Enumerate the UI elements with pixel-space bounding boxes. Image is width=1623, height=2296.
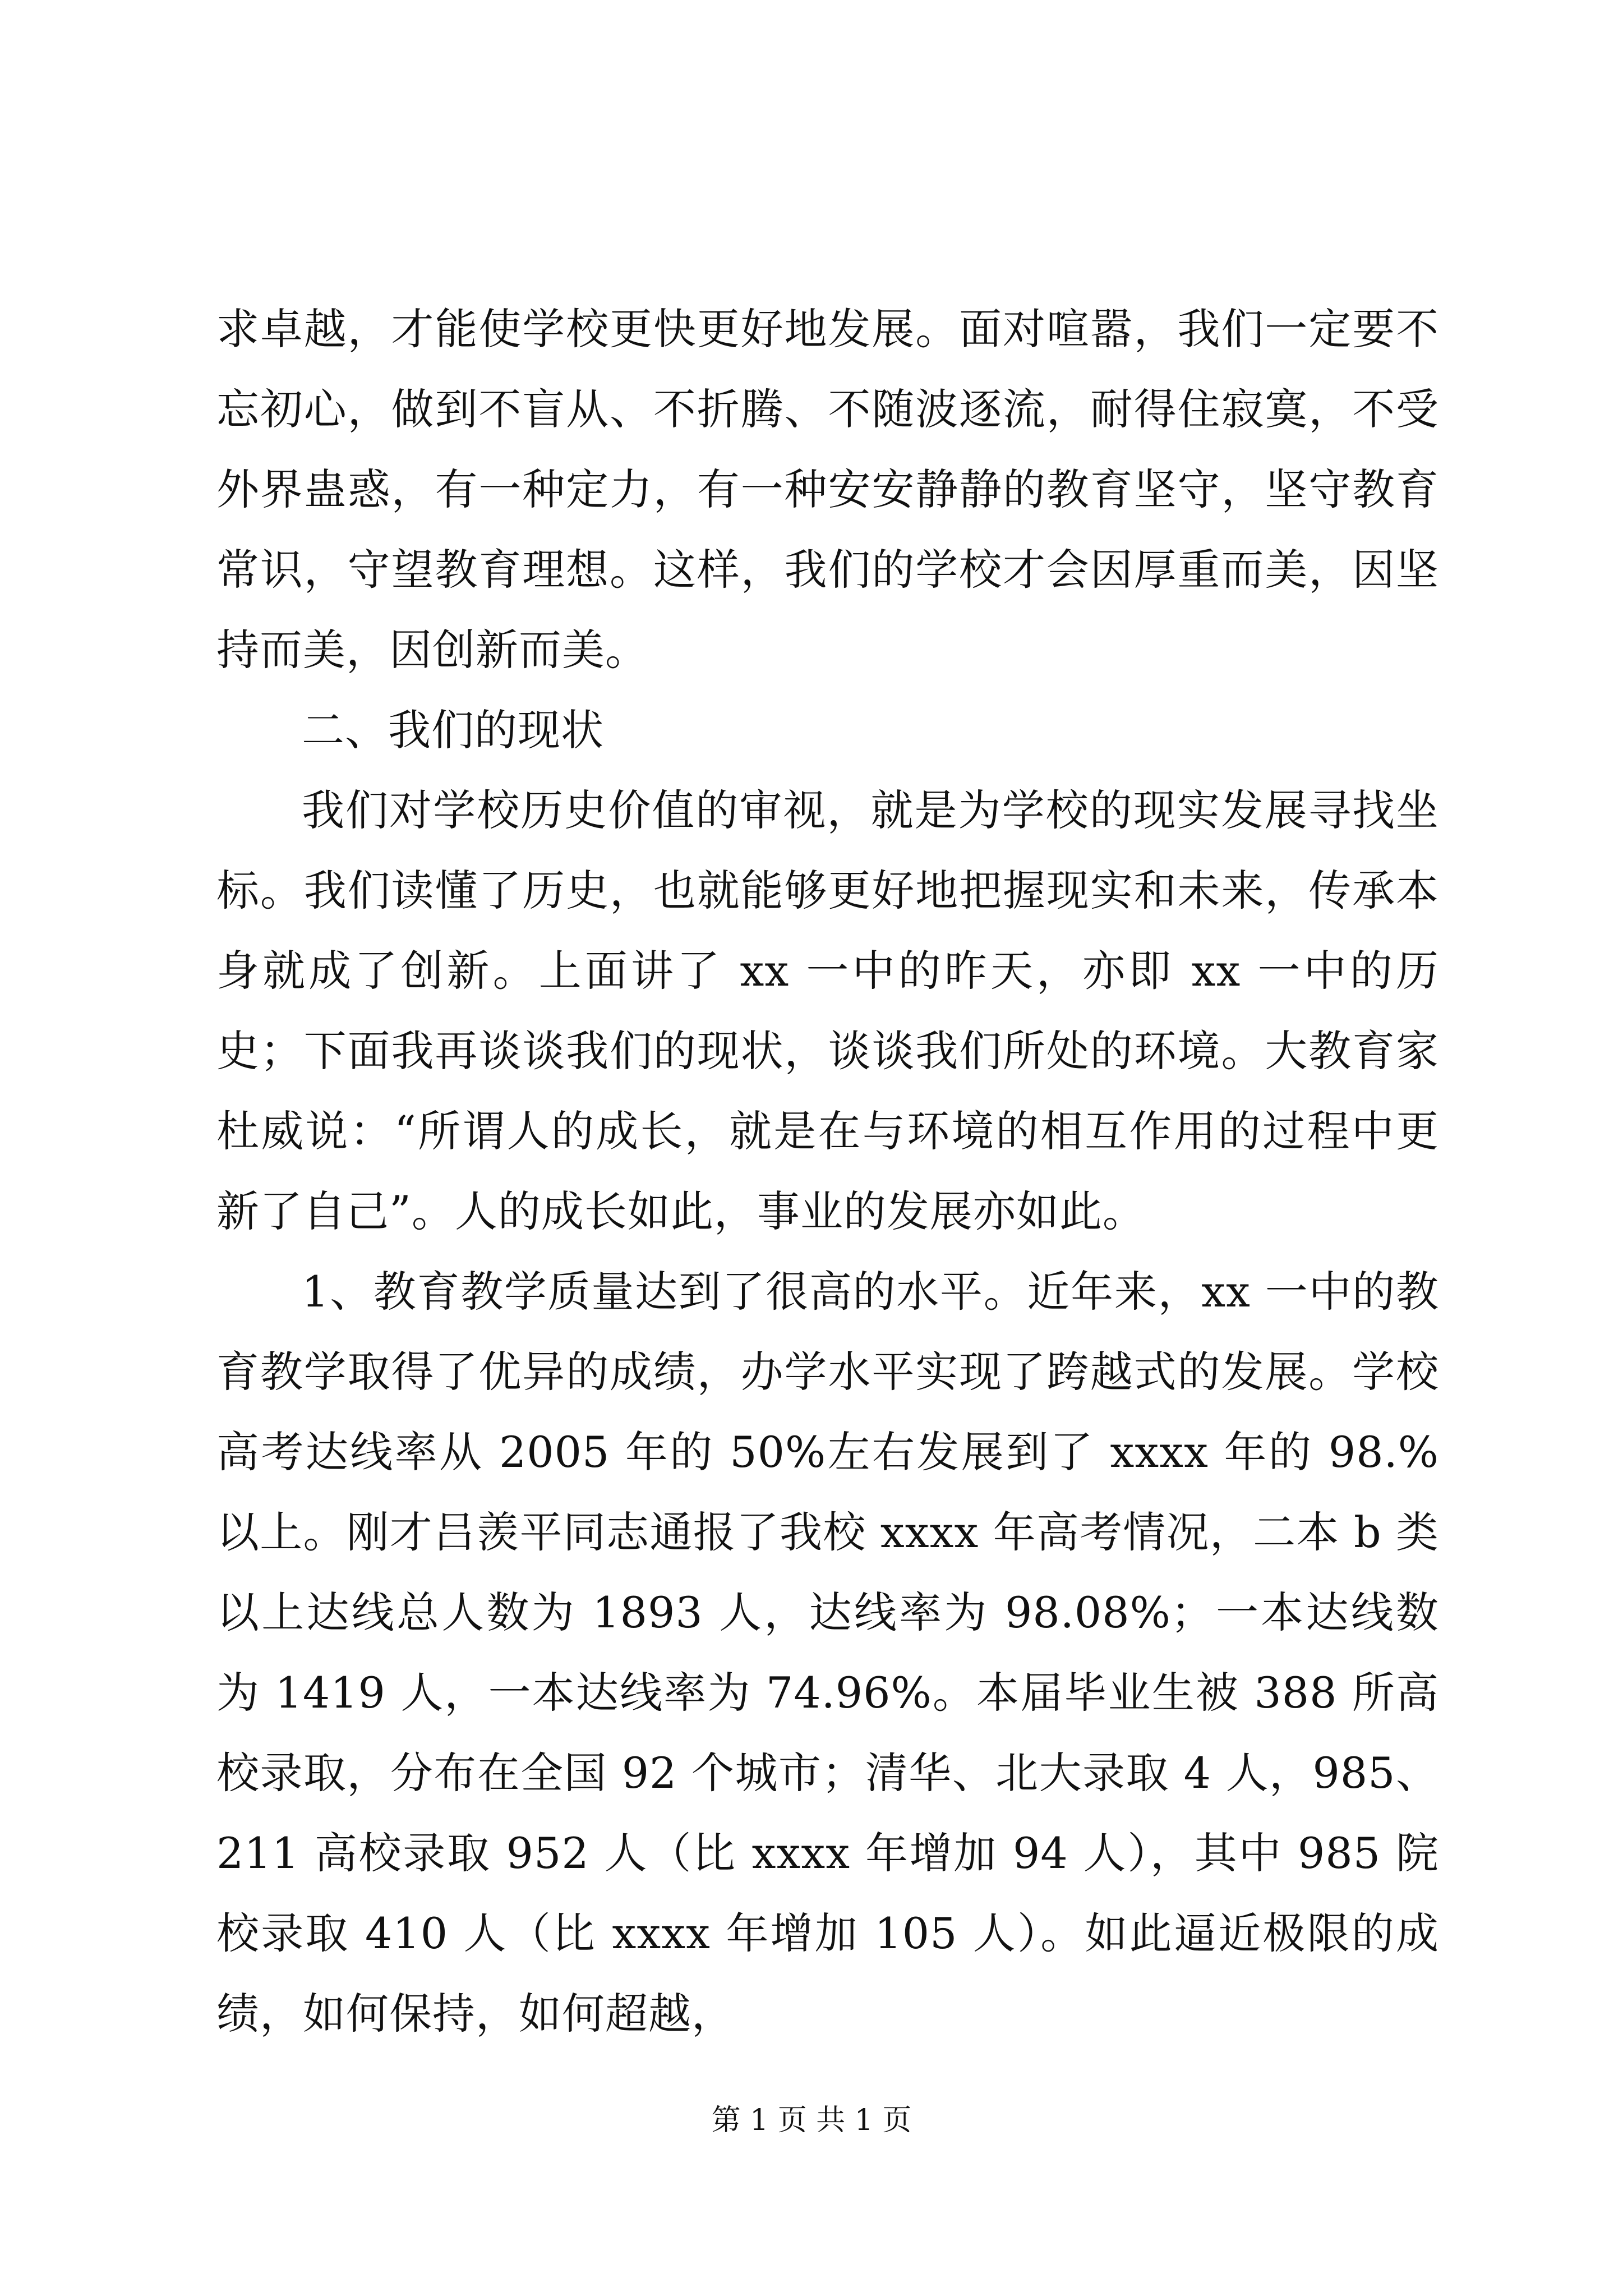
paragraph-continuation: 求卓越，才能使学校更快更好地发展。面对喧嚣，我们一定要不忘初心，做到不盲从、不折腾、不随波逐流，耐得住寂寞，不受外界蛊惑，有一种定力，有一种安安静静的教育坚守，坚守教育常识，守望教育理想。这样，我们的学校才会因厚重而美，因坚持而美，因创新而美。 — [216, 304, 1439, 675]
page-footer: 第 1 页 共 1 页 — [711, 2104, 912, 2137]
paragraph-quality-results: 1、教育教学质量达到了很高的水平。近年来，xx 一中的教育教学取得了优异的成绩，办学水平实现了跨越式的发展。学校高考达线率从 2005 年的 50%左右发展到了 xxxx 年的 98.%以上。刚才吕羡平同志通报了我校 xxxx 年高考情况，二本 b 类以上达线总人数为 1893 人，达线率为 98.08%；一本达线数为 1419 人，一本达线率为 74.96%。本届毕业生被 388 所高校录取，分布在全国 92 个城市；清华、北大录取 4 人，985、211 高校录取 952 人（比 xxxx 年增加 94 人），其中 985 院校录取 410 人（比 xxxx 年增加 105 人）。如此逼近极限的成绩，如何保持，如何超越， — [216, 1267, 1439, 2039]
section-heading: 二、我们的现状 — [302, 705, 604, 755]
paragraph-history-review: 我们对学校历史价值的审视，就是为学校的现实发展寻找坐标。我们读懂了历史，也就能够更好地把握现实和未来，传承本身就成了创新。上面讲了 xx 一中的昨天，亦即 xx 一中的历史；下面我再谈谈我们的现状，谈谈我们所处的环境。大教育家杜威说：“所谓人的成长，就是在与环境的相互作用的过程中更新了自己”。人的成长如此，事业的发展亦如此。 — [216, 785, 1439, 1236]
document-body — [216, 289, 1439, 2054]
